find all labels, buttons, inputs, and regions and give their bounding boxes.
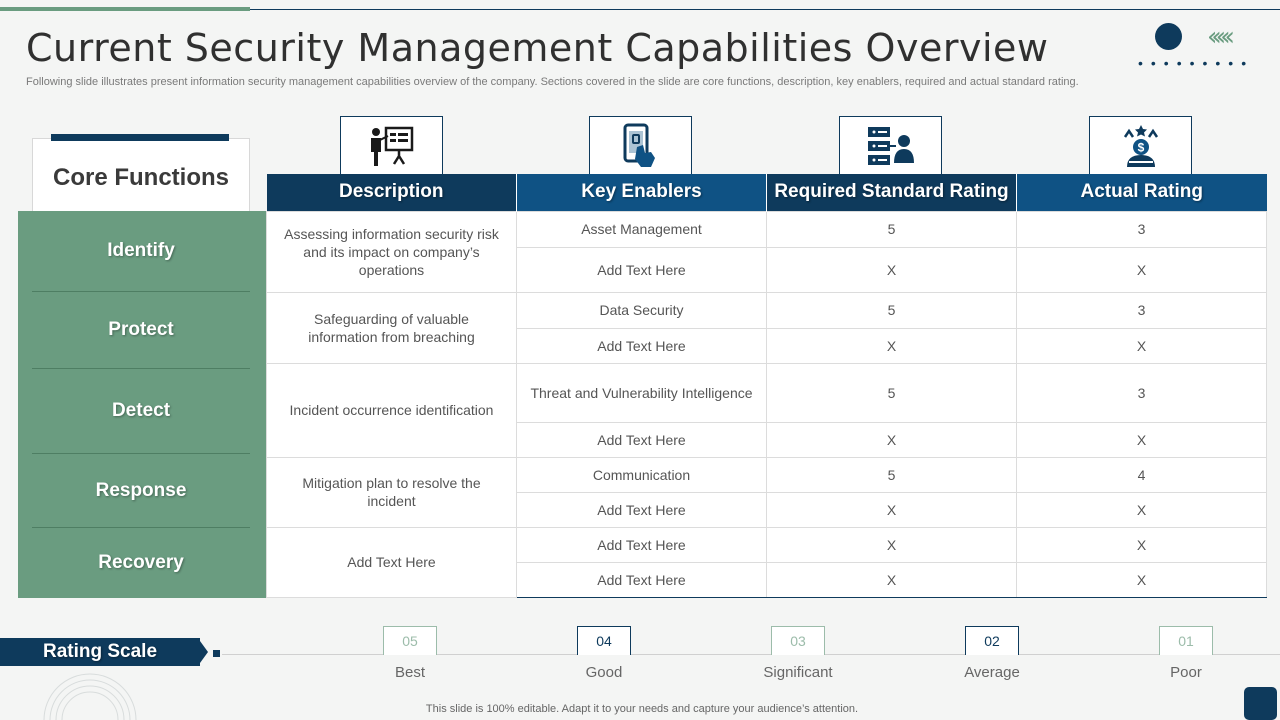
required-rating-cell: 5 xyxy=(767,292,1017,328)
header-required-rating: Required Standard Rating xyxy=(767,174,1017,211)
actual-rating-cell: 3 xyxy=(1017,211,1267,247)
enabler-cell: Add Text Here xyxy=(517,328,767,363)
description-cell: Incident occurrence identification xyxy=(267,363,517,457)
enabler-cell: Add Text Here xyxy=(517,422,767,457)
table-row xyxy=(267,292,1267,328)
decorative-circle-icon xyxy=(1155,23,1182,50)
presentation-icon xyxy=(340,116,443,175)
capabilities-table xyxy=(266,174,1266,598)
svg-text:$: $ xyxy=(1137,140,1144,154)
table-row xyxy=(267,363,1267,422)
footer-note: This slide is 100% editable. Adapt it to your needs and capture your audience’s attention. xyxy=(425,703,859,715)
description-cell: Add Text Here xyxy=(267,527,517,597)
actual-rating-cell: 4 xyxy=(1017,457,1267,492)
required-rating-cell: 5 xyxy=(767,363,1017,422)
core-functions-header: Core Functions xyxy=(52,164,229,191)
table-row xyxy=(267,457,1267,492)
required-rating-cell: 5 xyxy=(767,211,1017,247)
mobile-touch-icon xyxy=(589,116,692,175)
rating-number: 04 xyxy=(577,626,631,655)
enabler-cell: Asset Management xyxy=(517,211,767,247)
header-description: Description xyxy=(267,174,517,211)
rating-number: 03 xyxy=(771,626,825,655)
enabler-cell: Add Text Here xyxy=(517,527,767,562)
rating-word: Best xyxy=(394,664,425,681)
core-function-identify: Identify xyxy=(32,211,250,292)
required-rating-cell: X xyxy=(767,422,1017,457)
required-rating-cell: X xyxy=(767,247,1017,292)
rating-scale-item-significant xyxy=(748,626,848,681)
required-rating-cell: X xyxy=(767,328,1017,363)
rating-scale-dot xyxy=(213,650,220,657)
required-rating-cell: 5 xyxy=(767,457,1017,492)
enabler-cell: Add Text Here xyxy=(517,492,767,527)
rating-scale-item-best xyxy=(360,626,460,681)
actual-rating-cell: X xyxy=(1017,422,1267,457)
actual-rating-cell: 3 xyxy=(1017,292,1267,328)
page-title: Current Security Management Capabilities Overview xyxy=(26,26,1049,70)
header-actual-rating: Actual Rating xyxy=(1017,174,1267,211)
rating-word: Significant xyxy=(763,664,833,681)
description-cell: Assessing information security risk and its impact on company’s operations xyxy=(267,211,517,292)
rating-word: Average xyxy=(964,664,1020,681)
required-rating-cell: X xyxy=(767,562,1017,597)
actual-rating-cell: X xyxy=(1017,328,1267,363)
enabler-cell: Communication xyxy=(517,457,767,492)
actual-rating-cell: 3 xyxy=(1017,363,1267,422)
core-functions-header-bar xyxy=(51,134,229,141)
header-key-enablers: Key Enablers xyxy=(517,174,767,211)
rating-scale-label: Rating Scale xyxy=(0,638,200,666)
chevrons-left-icon: ‹‹‹‹‹ xyxy=(1207,22,1229,52)
table-row xyxy=(267,211,1267,247)
enabler-cell: Threat and Vulnerability Intelligence xyxy=(517,363,767,422)
rating-number: 01 xyxy=(1159,626,1213,655)
enabler-cell: Data Security xyxy=(517,292,767,328)
required-rating-cell: X xyxy=(767,492,1017,527)
core-function-recovery: Recovery xyxy=(32,528,250,598)
rating-number: 02 xyxy=(965,626,1019,655)
rating-number: 05 xyxy=(383,626,437,655)
corner-square-icon xyxy=(1244,687,1277,720)
server-user-icon xyxy=(839,116,942,175)
rating-word: Good xyxy=(585,664,623,681)
rating-scale-item-poor xyxy=(1136,626,1236,681)
core-functions-right-strip xyxy=(250,211,266,598)
core-functions-left-strip xyxy=(18,211,32,598)
actual-rating-cell: X xyxy=(1017,562,1267,597)
rating-scale-item-average xyxy=(942,626,1042,681)
required-rating-cell: X xyxy=(767,527,1017,562)
description-cell: Safeguarding of valuable information from breaching xyxy=(267,292,517,363)
decorative-dots-icon: ••••••••• xyxy=(1138,55,1255,71)
rating-word: Poor xyxy=(1170,664,1202,681)
enabler-cell: Add Text Here xyxy=(517,562,767,597)
enabler-cell: Add Text Here xyxy=(517,247,767,292)
actual-rating-cell: X xyxy=(1017,247,1267,292)
table-row xyxy=(267,527,1267,562)
top-accent-line xyxy=(0,7,250,11)
top-divider-line xyxy=(250,9,1280,10)
page-subtitle: Following slide illustrates present information security management capabilities overview of the company. Sections covered in the slide are core functions, description, key enablers, required and actual standard rating. xyxy=(26,76,1079,88)
core-function-response: Response xyxy=(32,454,250,528)
core-function-protect: Protect xyxy=(32,292,250,369)
description-cell: Mitigation plan to resolve the incident xyxy=(267,457,517,527)
rating-scale-item-good xyxy=(554,626,654,681)
actual-rating-cell: X xyxy=(1017,492,1267,527)
money-growth-icon xyxy=(1089,116,1192,175)
core-function-detect: Detect xyxy=(32,369,250,454)
rating-scale-arrow-icon xyxy=(200,641,208,663)
actual-rating-cell: X xyxy=(1017,527,1267,562)
table-header-row xyxy=(267,174,1267,211)
